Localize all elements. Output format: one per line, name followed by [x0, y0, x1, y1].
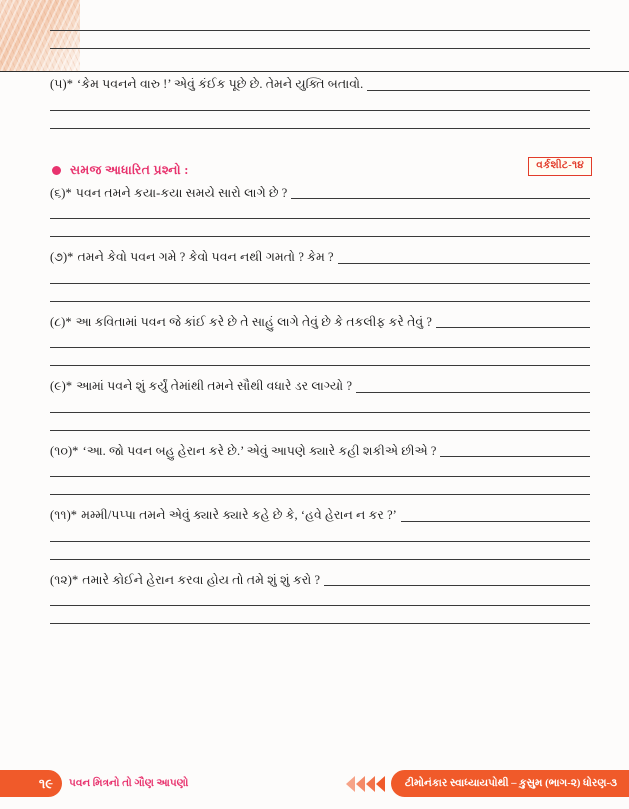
question-label: (૧૧)*: [50, 508, 78, 522]
answer-line[interactable]: [50, 476, 590, 477]
question-block-10: [50, 444, 590, 496]
worksheet-badge: વર્કશીટ-૧૪: [528, 157, 592, 176]
answer-line[interactable]: [50, 110, 590, 111]
answer-line[interactable]: [50, 283, 590, 284]
answer-line[interactable]: [50, 430, 590, 431]
footer-left-text: પવન મિત્રનો તો ગૌણ આપણો: [69, 777, 189, 789]
answer-line[interactable]: [50, 347, 590, 348]
answer-line[interactable]: [50, 30, 590, 31]
question-block-7: [50, 250, 590, 302]
answer-lines: [50, 541, 590, 560]
answer-line[interactable]: [401, 521, 590, 522]
question-block-5: [50, 77, 590, 129]
chevron-left-icon: [366, 776, 375, 792]
answer-line[interactable]: [440, 456, 590, 457]
answer-line[interactable]: [324, 585, 590, 586]
answer-line[interactable]: [50, 128, 590, 129]
question-row: [50, 444, 590, 461]
question-text: આમાં પવને શું કર્યું તેમાંથી તમને સૌથી વધારે ડર લાગ્યો ?: [76, 379, 353, 393]
answer-line[interactable]: [50, 623, 590, 624]
answer-line[interactable]: [50, 48, 590, 49]
footer-left-group: [0, 770, 188, 797]
answer-lines: [50, 283, 590, 302]
answer-lines: [50, 347, 590, 366]
section-title: સમજ આધારિત પ્રશ્નો :: [70, 162, 189, 177]
question-row: [50, 379, 590, 396]
answer-lines: [50, 476, 590, 495]
question-block-11: [50, 508, 590, 560]
answer-line[interactable]: [291, 198, 590, 199]
page-number: ૧૯: [0, 770, 62, 797]
chevron-left-icon: [356, 776, 365, 792]
answer-lines-top: [50, 30, 590, 49]
answer-line[interactable]: [50, 605, 590, 606]
question-text: તમારે કોઈને હેરાન કરવા હોય તો તમે શું શું કરો ?: [82, 572, 321, 587]
question-block-12: [50, 573, 590, 625]
footer-right-group: [346, 770, 629, 797]
answer-lines: [50, 605, 590, 624]
question-row: [50, 508, 590, 525]
answer-lines: [50, 412, 590, 431]
question-text: મમ્મી/પપ્પા તમને એવું ક્યારે ક્યારે કહે છે કે, ‘હવે હેરાન ન કર ?’: [81, 508, 397, 522]
question-text: ‘કેમ પવનને વારુ !’ એવું કંઈક પૂછે છે. તેમને યુક્તિ બતાવો.: [77, 77, 364, 91]
question-block-8: [50, 315, 590, 367]
question-label: (૧૦)*: [50, 443, 79, 458]
question-text: આ કવિતામાં પવન જે કાંઈ કરે છે તે સાહું લાગે તેવું છે કે તકલીફ કરે તેવું ?: [75, 314, 433, 329]
question-block-9: [50, 379, 590, 431]
question-text: તમને કેવો પવન ગમે ? કેવો પવન નથી ગમતો ? કેમ ?: [77, 250, 334, 264]
section-heading: [50, 159, 590, 178]
bullet-icon: [52, 166, 61, 175]
question-label: (૬)*: [50, 185, 72, 200]
question-row: [50, 77, 590, 94]
question-label: (૫)*: [50, 77, 73, 91]
answer-line[interactable]: [367, 90, 590, 91]
question-label: (૭)*: [50, 250, 74, 264]
chevron-left-icons: [346, 776, 385, 792]
chevron-left-icon: [376, 776, 385, 792]
answer-line[interactable]: [50, 218, 590, 219]
answer-line[interactable]: [50, 541, 590, 542]
question-row: [50, 250, 590, 267]
question-label: (૧૨)*: [50, 572, 79, 587]
question-text: ‘આ. જો પવન બહુ હેરાન કરે છે.’ એવું આપણે ક્યારે કહી શકીએ છીએ ?: [82, 443, 437, 458]
answer-line[interactable]: [50, 559, 590, 560]
footer-right-text: ટીમોનંકાર સ્વાધ્યાયપોથી – કુસુમ (ભાગ-૨) ધોરણ-૩: [391, 770, 629, 797]
answer-line[interactable]: [50, 236, 590, 237]
answer-line[interactable]: [50, 301, 590, 302]
question-label: (૮)*: [50, 314, 72, 329]
answer-line[interactable]: [356, 392, 590, 393]
answer-lines: [50, 110, 590, 129]
question-label: (૯)*: [50, 379, 73, 393]
question-block-6: [50, 186, 590, 238]
answer-line[interactable]: [436, 327, 590, 328]
answer-line[interactable]: [50, 365, 590, 366]
question-row: [50, 573, 590, 590]
page-content: [50, 18, 590, 624]
answer-lines: [50, 218, 590, 237]
chevron-left-icon: [346, 776, 355, 792]
page-footer: [0, 757, 629, 809]
answer-line[interactable]: [50, 412, 590, 413]
question-text: પવન તમને કયા-કયા સમયે સારો લાગે છે ?: [75, 185, 288, 200]
question-row: [50, 186, 590, 203]
answer-line[interactable]: [338, 263, 590, 264]
answer-line[interactable]: [50, 494, 590, 495]
question-row: [50, 315, 590, 332]
